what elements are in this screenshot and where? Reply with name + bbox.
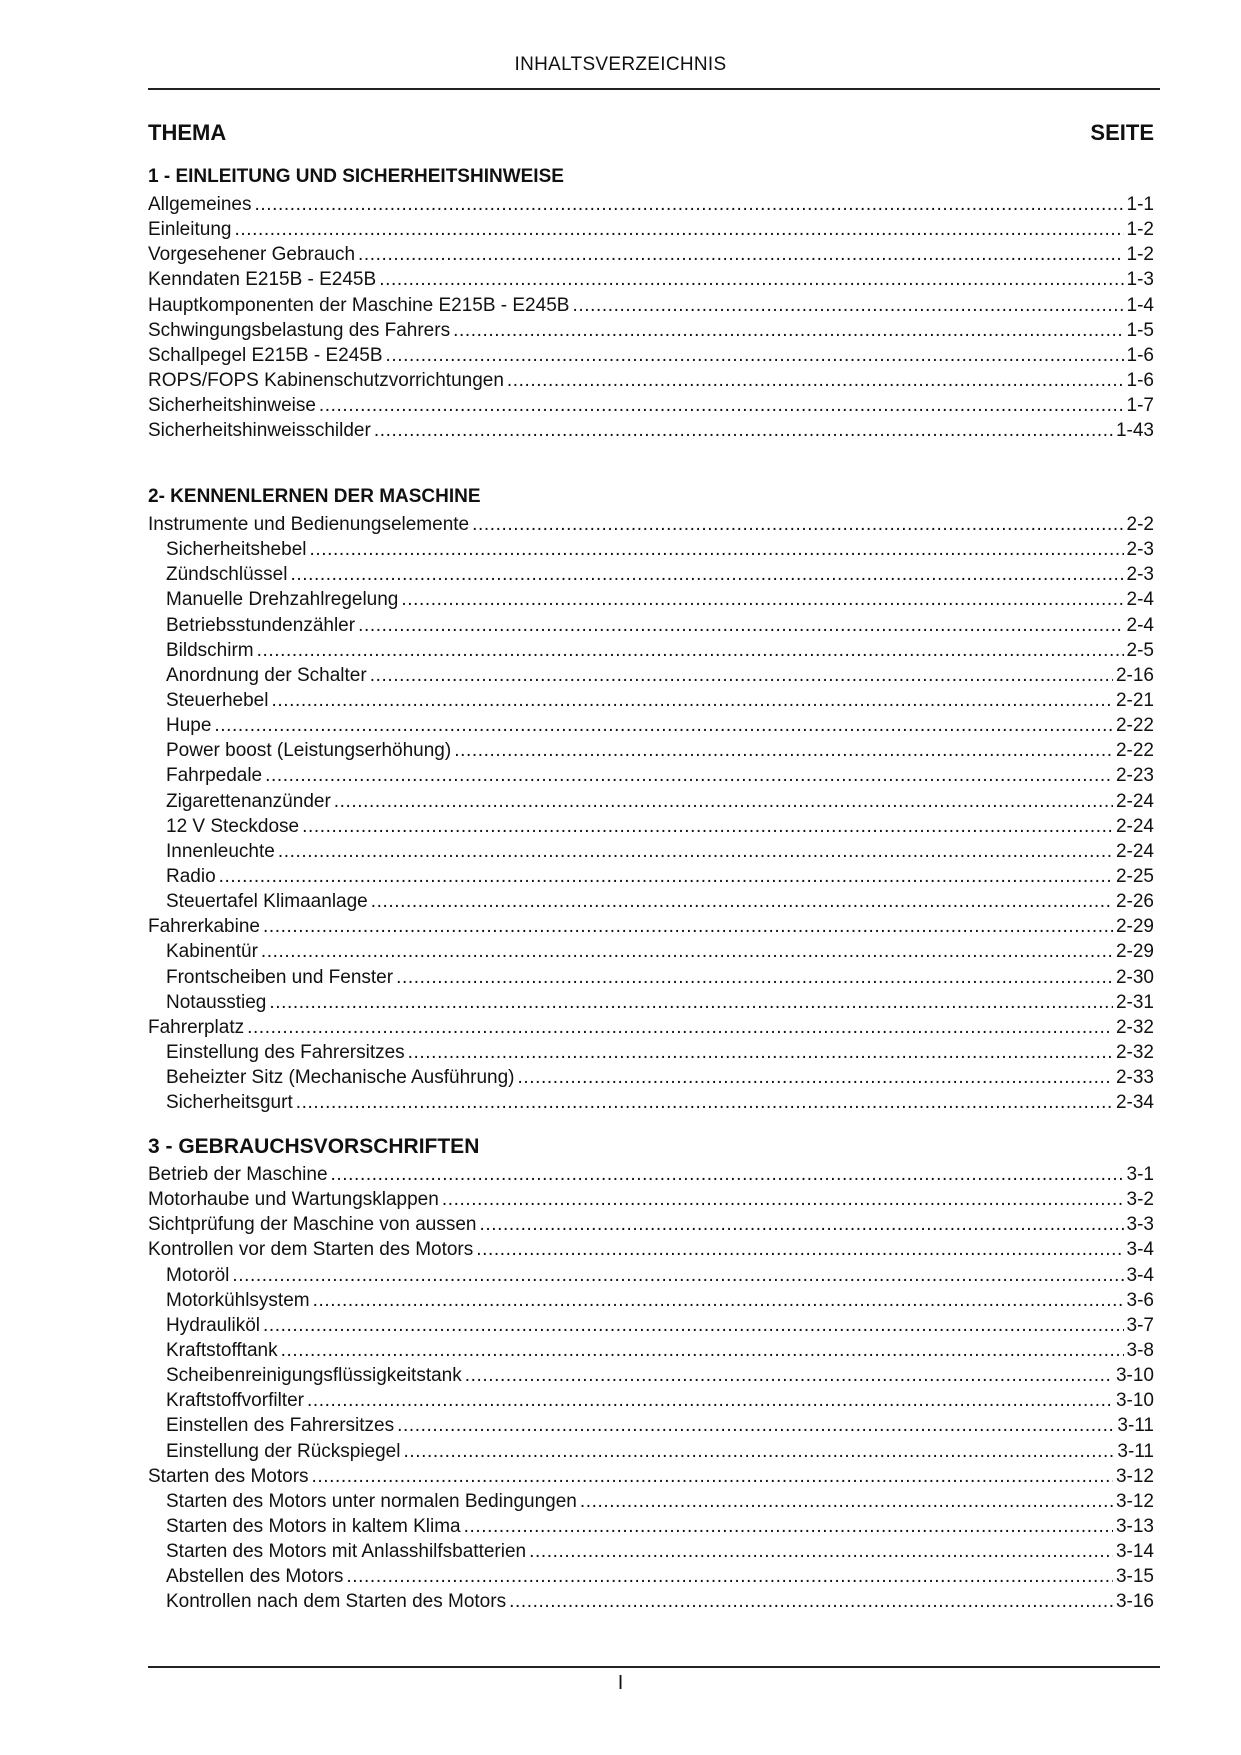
dot-leader [509, 1589, 1113, 1614]
page-header: INHALTSVERZEICHNIS [514, 54, 727, 75]
toc-entry-page: 3-12 [1115, 1465, 1154, 1487]
toc-entry-list [148, 192, 1154, 443]
dot-leader [265, 763, 1113, 788]
toc-entry [148, 939, 1154, 964]
toc-entry-page: 1-4 [1126, 294, 1154, 316]
toc-entry [148, 1090, 1154, 1115]
section-title: 3 - GEBRAUCHSVORSCHRIFTEN [148, 1135, 480, 1158]
dot-leader [358, 613, 1123, 638]
dot-leader [374, 418, 1113, 443]
toc-entry-label: Manuelle Drehzahlregelung [166, 589, 399, 611]
dot-leader [261, 939, 1113, 964]
toc-entry-page: 3-14 [1115, 1541, 1154, 1563]
toc-entry-label: Schallpegel E215B - E245B [148, 344, 383, 366]
toc-entry [148, 293, 1154, 318]
toc-entry-label: Steuerhebel [166, 689, 269, 711]
toc-entry-list [148, 1162, 1154, 1615]
toc-entry-label: Vorgesehener Gebrauch [148, 244, 356, 266]
toc-entry-label: Fahrpedale [166, 765, 263, 787]
toc-entry-page: 1-5 [1126, 319, 1154, 341]
dot-leader [465, 1363, 1113, 1388]
dot-leader [281, 1338, 1124, 1363]
dot-leader [302, 814, 1113, 839]
toc-entry-page: 2-34 [1115, 1092, 1154, 1114]
toc-entry [148, 217, 1154, 242]
toc-entry [148, 990, 1154, 1015]
toc-entry-page: 2-22 [1115, 740, 1154, 762]
toc-entry [148, 1564, 1154, 1589]
toc-entry-label: Kabinentür [166, 941, 258, 963]
column-headings [148, 120, 1154, 146]
toc-entry [148, 1040, 1154, 1065]
toc-entry [148, 368, 1154, 393]
toc-entry-page: 3-12 [1115, 1490, 1154, 1512]
page-column-heading: SEITE [1090, 120, 1154, 145]
toc-entry-page: 3-8 [1126, 1339, 1154, 1361]
dot-leader [263, 914, 1113, 939]
toc-entry-page: 3-4 [1126, 1264, 1154, 1286]
dot-leader [401, 587, 1123, 612]
toc-entry-label: Scheibenreinigungsflüssigkeitstank [166, 1365, 462, 1387]
dot-leader [476, 1237, 1123, 1262]
toc-entry-page: 2-30 [1115, 966, 1154, 988]
toc-entry-label: Steuertafel Klimaanlage [166, 891, 368, 913]
dot-leader [442, 1187, 1124, 1212]
dot-leader [397, 1413, 1114, 1438]
dot-leader [255, 192, 1124, 217]
toc-entry [148, 1212, 1154, 1237]
dot-leader [379, 267, 1123, 292]
dot-leader [454, 738, 1113, 763]
toc-entry-label: Starten des Motors in kaltem Klima [166, 1515, 461, 1537]
toc-entry [148, 1464, 1154, 1489]
dot-leader [296, 1090, 1113, 1115]
page-number: I [617, 1672, 624, 1694]
toc-entry-page: 3-7 [1126, 1314, 1154, 1336]
toc-entry-page: 1-43 [1115, 420, 1154, 442]
toc-entry-page: 2-21 [1115, 689, 1154, 711]
toc-entry-page: 2-2 [1126, 514, 1154, 535]
dot-leader [580, 1489, 1113, 1514]
section-title: 1 - EINLEITUNG UND SICHERHEITSHINWEISE [148, 166, 564, 187]
toc-entry-page: 2-3 [1126, 539, 1154, 561]
toc-entry-page: 2-26 [1115, 891, 1154, 913]
dot-leader [518, 1065, 1113, 1090]
toc-entry-label: Notausstieg [166, 991, 267, 1013]
toc-entry-page: 3-2 [1126, 1189, 1154, 1211]
toc-entry [148, 1187, 1154, 1212]
dot-leader [319, 393, 1124, 418]
toc-entry-page: 2-4 [1126, 589, 1154, 611]
toc-entry-page: 2-29 [1115, 916, 1154, 938]
toc-entry [148, 267, 1154, 292]
dot-leader [312, 1464, 1113, 1489]
dot-leader [219, 864, 1113, 889]
dot-leader [346, 1564, 1113, 1589]
toc-entry-page: 2-22 [1115, 715, 1154, 737]
toc-entry [148, 713, 1154, 738]
toc-entry-page: 1-7 [1126, 395, 1154, 417]
toc-entry [148, 1065, 1154, 1090]
toc-entry [148, 512, 1154, 537]
toc-entry [148, 789, 1154, 814]
toc-entry [148, 839, 1154, 864]
toc-entry [148, 1015, 1154, 1040]
dot-leader [572, 293, 1123, 318]
toc-entry-label: Fahrerkabine [148, 916, 260, 938]
dot-leader [257, 638, 1124, 663]
toc-entry-page: 1-3 [1126, 269, 1154, 291]
dot-leader [403, 1439, 1114, 1464]
toc-entry [148, 1388, 1154, 1413]
toc-entry-page: 3-3 [1126, 1214, 1154, 1236]
dot-leader [386, 343, 1124, 368]
toc-entry-label: Sicherheitshebel [166, 539, 307, 561]
dot-leader [232, 1263, 1123, 1288]
toc-entry [148, 393, 1154, 418]
toc-entry-page: 2-24 [1115, 790, 1154, 812]
toc-entry-label: Starten des Motors mit Anlasshilfsbatterien [166, 1541, 527, 1563]
dot-leader [309, 537, 1123, 562]
toc-entry [148, 1162, 1154, 1187]
toc-entry [148, 613, 1154, 638]
toc-entry-page: 2-33 [1115, 1067, 1154, 1089]
dot-leader [396, 965, 1113, 990]
toc-entry-page: 3-4 [1126, 1239, 1154, 1261]
dot-leader [358, 242, 1123, 267]
toc-entry-page: 3-15 [1115, 1566, 1154, 1588]
toc-entry-page: 2-29 [1115, 941, 1154, 963]
topic-column-heading: THEMA [148, 120, 227, 145]
toc-entry [148, 318, 1154, 343]
dot-leader [307, 1388, 1113, 1413]
toc-entry-page: 2-4 [1126, 614, 1154, 636]
toc-entry [148, 763, 1154, 788]
toc-entry [148, 562, 1154, 587]
toc-entry-label: Einstellung der Rückspiegel [166, 1440, 401, 1462]
toc-entry-page: 2-32 [1115, 1016, 1154, 1038]
toc-entry [148, 1338, 1154, 1363]
toc-entry-page: 2-5 [1126, 639, 1154, 661]
toc-entry-label: Fahrerplatz [148, 1016, 245, 1038]
dot-leader [278, 839, 1113, 864]
toc-entry-label: Radio [166, 865, 216, 887]
toc-entry-label: Motoröl [166, 1264, 230, 1286]
header-rule [148, 88, 1160, 90]
toc-entry-label: Sicherheitshinweise [148, 395, 316, 417]
toc-section-2 [148, 482, 1154, 1115]
toc-section-1 [148, 162, 1154, 443]
toc-entry-label: Bildschirm [166, 639, 254, 661]
dot-leader [479, 1212, 1123, 1237]
toc-entry-page: 2-25 [1115, 865, 1154, 887]
toc-entry-page: 2-31 [1115, 991, 1154, 1013]
toc-entry-label: Betrieb der Maschine [148, 1164, 328, 1185]
toc-entry-label: Kraftstofftank [166, 1339, 278, 1361]
toc-entry-label: Starten des Motors unter normalen Bedingungen [166, 1490, 577, 1512]
toc-entry-label: Starten des Motors [148, 1465, 309, 1487]
toc-entry [148, 1263, 1154, 1288]
toc-entry-label: Frontscheiben und Fenster [166, 966, 394, 988]
toc-entry-label: Hydrauliköl [166, 1314, 260, 1336]
toc-entry-label: Anordnung der Schalter [166, 664, 367, 686]
toc-entry [148, 663, 1154, 688]
dot-leader [529, 1539, 1113, 1564]
toc-entry-label: Einleitung [148, 219, 232, 241]
toc-entry [148, 914, 1154, 939]
toc-entry-label: Innenleuchte [166, 840, 275, 862]
toc-entry-label: Hupe [166, 715, 212, 737]
toc-entry-list [148, 512, 1154, 1115]
toc-entry-page: 2-23 [1115, 765, 1154, 787]
toc-section-3 [148, 1132, 1154, 1615]
toc-entry [148, 965, 1154, 990]
toc-entry-label: Power boost (Leistungserhöhung) [166, 740, 452, 762]
toc-entry-label: Sicherheitsgurt [166, 1092, 293, 1114]
toc-entry-label: Instrumente und Bedienungselemente [148, 514, 470, 535]
toc-entry [148, 343, 1154, 368]
toc-entry [148, 1313, 1154, 1338]
toc-entry-label: Motorkühlsystem [166, 1289, 310, 1311]
toc-entry-label: Hauptkomponenten der Maschine E215B - E245B [148, 294, 570, 316]
dot-leader [269, 990, 1113, 1015]
toc-entry [148, 638, 1154, 663]
toc-entry-label: Allgemeines [148, 194, 252, 215]
toc-entry-label: Beheizter Sitz (Mechanische Ausführung) [166, 1067, 515, 1089]
toc-entry-page: 3-11 [1117, 1415, 1154, 1437]
toc-entry-page: 3-10 [1115, 1390, 1154, 1412]
toc-entry-label: Sicherheitshinweisschilder [148, 420, 371, 442]
dot-leader [331, 1162, 1124, 1187]
toc-entry-page: 2-16 [1115, 664, 1154, 686]
toc-entry [148, 1514, 1154, 1539]
dot-leader [371, 889, 1113, 914]
toc-entry-label: Schwingungsbelastung des Fahrers [148, 319, 451, 341]
dot-leader [290, 562, 1123, 587]
toc-entry [148, 418, 1154, 443]
toc-entry-label: Kontrollen nach dem Starten des Motors [166, 1591, 507, 1613]
toc-entry-page: 3-10 [1115, 1365, 1154, 1387]
toc-entry [148, 1237, 1154, 1262]
toc-entry [148, 242, 1154, 267]
toc-entry-label: Kenndaten E215B - E245B [148, 269, 377, 291]
toc-entry-page: 2-3 [1126, 564, 1154, 586]
toc-entry [148, 889, 1154, 914]
toc-entry-label: Kraftstoffvorfilter [166, 1390, 304, 1412]
toc-entry-label: Abstellen des Motors [166, 1566, 344, 1588]
dot-leader [247, 1015, 1113, 1040]
footer-rule [148, 1666, 1160, 1668]
toc-entry [148, 1439, 1154, 1464]
toc-entry-page: 1-1 [1126, 194, 1154, 215]
dot-leader [234, 217, 1123, 242]
toc-entry-page: 1-6 [1126, 344, 1154, 366]
toc-entry [148, 537, 1154, 562]
dot-leader [370, 663, 1113, 688]
toc-entry-page: 3-11 [1117, 1440, 1154, 1462]
toc-entry-page: 2-32 [1115, 1041, 1154, 1063]
toc-entry-label: Sichtprüfung der Maschine von aussen [148, 1214, 477, 1236]
section-title: 2- KENNENLERNEN DER MASCHINE [148, 486, 481, 507]
toc-entry-page: 1-2 [1126, 244, 1154, 266]
toc-entry-page: 2-24 [1115, 815, 1154, 837]
toc-entry [148, 688, 1154, 713]
dot-leader [214, 713, 1113, 738]
dot-leader [464, 1514, 1113, 1539]
toc-entry-page: 2-24 [1115, 840, 1154, 862]
toc-entry-page: 1-2 [1126, 219, 1154, 241]
toc-entry-label: Einstellen des Fahrersitzes [166, 1415, 395, 1437]
toc-entry [148, 1539, 1154, 1564]
dot-leader [313, 1288, 1124, 1313]
toc-entry [148, 864, 1154, 889]
toc-entry-label: Zigarettenanzünder [166, 790, 331, 812]
toc-entry-page: 3-13 [1115, 1515, 1154, 1537]
toc-entry [148, 1489, 1154, 1514]
toc-entry [148, 1413, 1154, 1438]
dot-leader [453, 318, 1123, 343]
toc-entry-label: Betriebsstundenzähler [166, 614, 356, 636]
toc-entry [148, 1363, 1154, 1388]
toc-entry-page: 3-1 [1126, 1164, 1154, 1185]
toc-entry-label: ROPS/FOPS Kabinenschutzvorrichtungen [148, 369, 504, 391]
dot-leader [507, 368, 1124, 393]
toc-entry [148, 192, 1154, 217]
dot-leader [334, 789, 1113, 814]
toc-entry-label: Zündschlüssel [166, 564, 288, 586]
toc-entry [148, 814, 1154, 839]
toc-entry [148, 1589, 1154, 1614]
toc-entry-label: Einstellung des Fahrersitzes [166, 1041, 405, 1063]
dot-leader [408, 1040, 1113, 1065]
dot-leader [472, 512, 1123, 537]
toc-entry [148, 1288, 1154, 1313]
toc-entry [148, 587, 1154, 612]
toc-entry-label: Kontrollen vor dem Starten des Motors [148, 1239, 474, 1261]
toc-entry [148, 738, 1154, 763]
toc-entry-page: 3-16 [1115, 1591, 1154, 1613]
toc-entry-page: 1-6 [1126, 369, 1154, 391]
toc-entry-page: 3-6 [1126, 1289, 1154, 1311]
toc-entry-label: 12 V Steckdose [166, 815, 300, 837]
dot-leader [263, 1313, 1124, 1338]
toc-entry-label: Motorhaube und Wartungsklappen [148, 1189, 439, 1211]
dot-leader [271, 688, 1113, 713]
